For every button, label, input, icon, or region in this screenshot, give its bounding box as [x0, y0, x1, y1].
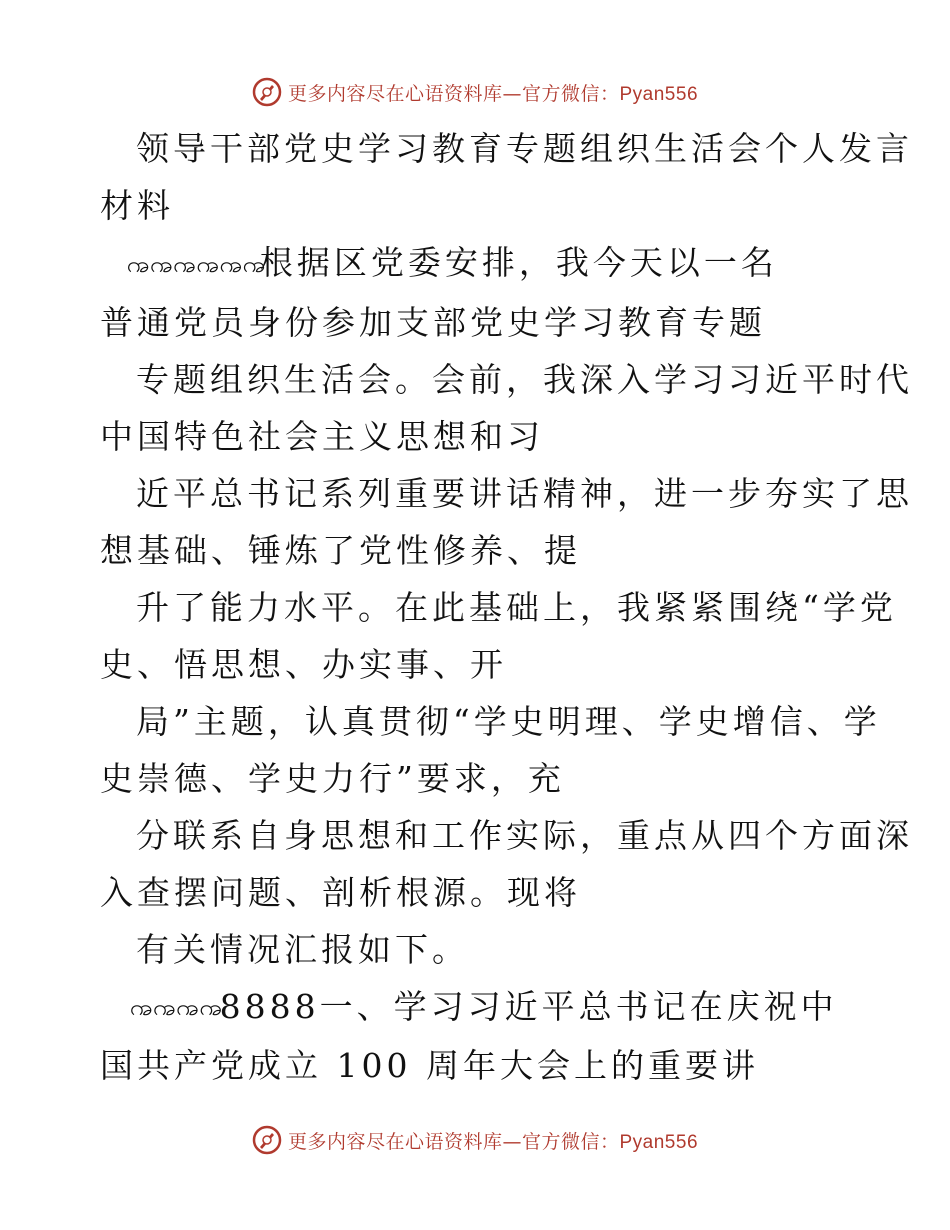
paragraph-line: 入查摆问题、剖析根源。现将 — [100, 872, 581, 912]
paragraph-line: 分联系自身思想和工作实际，重点从四个方面深 — [136, 815, 913, 855]
doc-title-line-2: 材料 — [100, 186, 174, 225]
banner-library-text: 更多内容尽在心语资料库 — [287, 1130, 503, 1153]
header-banner — [0, 72, 950, 112]
paragraph-line: 升了能力水平。在此基础上，我紧紧围绕“学党 — [136, 587, 897, 627]
paragraph-line: 想基础、锤炼了党性修养、提 — [100, 530, 581, 570]
section-heading-line — [100, 978, 860, 1038]
paragraph-line: 史、悟思想、办实事、开 — [100, 644, 507, 684]
document-body — [100, 120, 913, 1094]
paragraph-line: 近平总书记系列重要讲话精神，进一步夯实了思 — [136, 473, 913, 513]
paragraph-line: 史崇德、学史力行”要求，充 — [100, 758, 565, 798]
banner-wechat-text: 官方微信：Pyan556 — [522, 1131, 699, 1153]
banner-text — [288, 79, 698, 106]
paragraph-line: 局”主题，认真贯彻“学史明理、学史增信、学 — [136, 701, 881, 741]
section-heading-line-2: 国共产党成立 100 周年大会上的重要讲 — [100, 1046, 759, 1085]
paragraph-line: 有关情况汇报如下。 — [136, 929, 469, 969]
paragraph-line: 专题组织生活会。会前，我深入学习习近平时代 — [136, 359, 913, 399]
scroll-ornament-icon: ꩠꩠꩠꩠꩠꩠ — [126, 252, 266, 278]
doc-title-line-1: 领导干部党史学习教育专题组织生活会个人发言 — [136, 129, 913, 168]
banner-dash: — — [502, 82, 522, 105]
quill-pen-logo-icon — [252, 1125, 282, 1155]
paragraph-line-text: 根据区党委安排，我今天以一名 — [259, 243, 778, 282]
scroll-ornament-icon: ꩠꩠꩠꩠ — [129, 996, 223, 1021]
banner-library-text: 更多内容尽在心语资料库 — [287, 82, 503, 105]
section-heading-text: 8888一、学习习近平总书记在庆祝中 — [219, 986, 838, 1026]
paragraph-line — [100, 234, 860, 294]
paragraph-line: 普通党员身份参加支部党史学习教育专题 — [100, 302, 766, 342]
footer-banner — [0, 1120, 950, 1160]
banner-wechat-text: 官方微信：Pyan556 — [522, 83, 699, 105]
banner-text — [288, 1127, 698, 1154]
quill-pen-logo-icon — [252, 77, 282, 107]
paragraph-line: 中国特色社会主义思想和习 — [100, 416, 544, 456]
banner-dash: — — [502, 1130, 522, 1153]
